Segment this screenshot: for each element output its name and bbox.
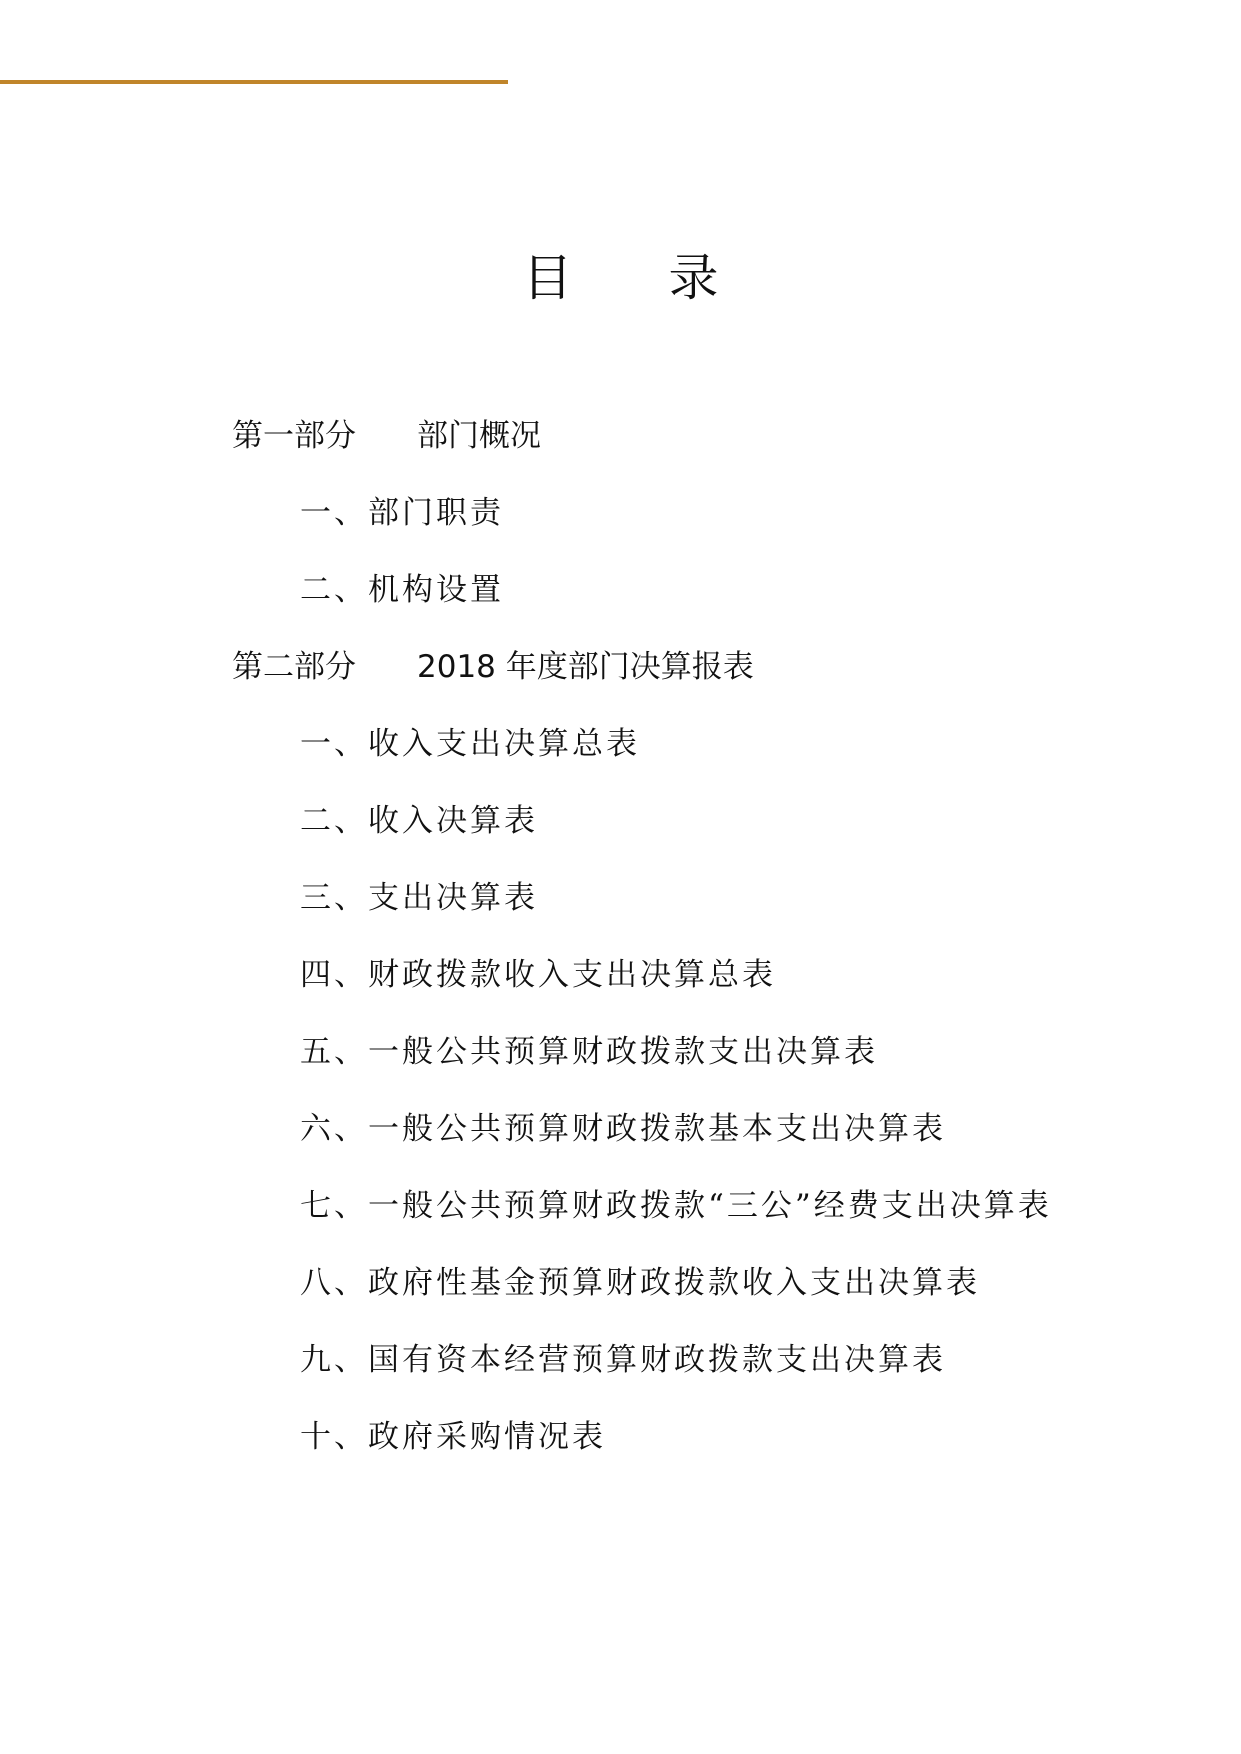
header-accent-rule <box>0 80 508 84</box>
toc-part-2[interactable] <box>232 637 1132 714</box>
part-label: 第二部分 <box>232 649 356 685</box>
page-title <box>0 248 1241 308</box>
toc-item[interactable]: 五、一般公共预算财政拨款支出决算表 <box>300 1034 878 1070</box>
part-label: 第一部分 <box>232 418 356 454</box>
toc-item[interactable]: 二、机构设置 <box>300 572 504 608</box>
toc-item[interactable]: 一、收入支出决算总表 <box>300 726 640 762</box>
toc-item[interactable]: 二、收入决算表 <box>300 803 538 839</box>
toc-item[interactable]: 十、政府采购情况表 <box>300 1419 606 1455</box>
toc-item[interactable]: 一、部门职责 <box>300 495 504 531</box>
toc-item[interactable]: 七、一般公共预算财政拨款“三公”经费支出决算表 <box>300 1188 1052 1224</box>
title-char-1: 目 <box>522 249 573 307</box>
table-of-contents <box>232 406 1132 1484</box>
toc-item[interactable]: 八、政府性基金预算财政拨款收入支出决算表 <box>300 1265 980 1301</box>
toc-item[interactable]: 三、支出决算表 <box>300 880 538 916</box>
part-name: 部门概况 <box>417 418 541 454</box>
toc-part-1[interactable] <box>232 406 1132 483</box>
toc-item[interactable]: 四、财政拨款收入支出决算总表 <box>300 957 776 993</box>
toc-item[interactable]: 九、国有资本经营预算财政拨款支出决算表 <box>300 1342 946 1378</box>
part-name: 2018 年度部门决算报表 <box>417 649 754 685</box>
title-char-2: 录 <box>668 249 719 307</box>
toc-item[interactable]: 六、一般公共预算财政拨款基本支出决算表 <box>300 1111 946 1147</box>
